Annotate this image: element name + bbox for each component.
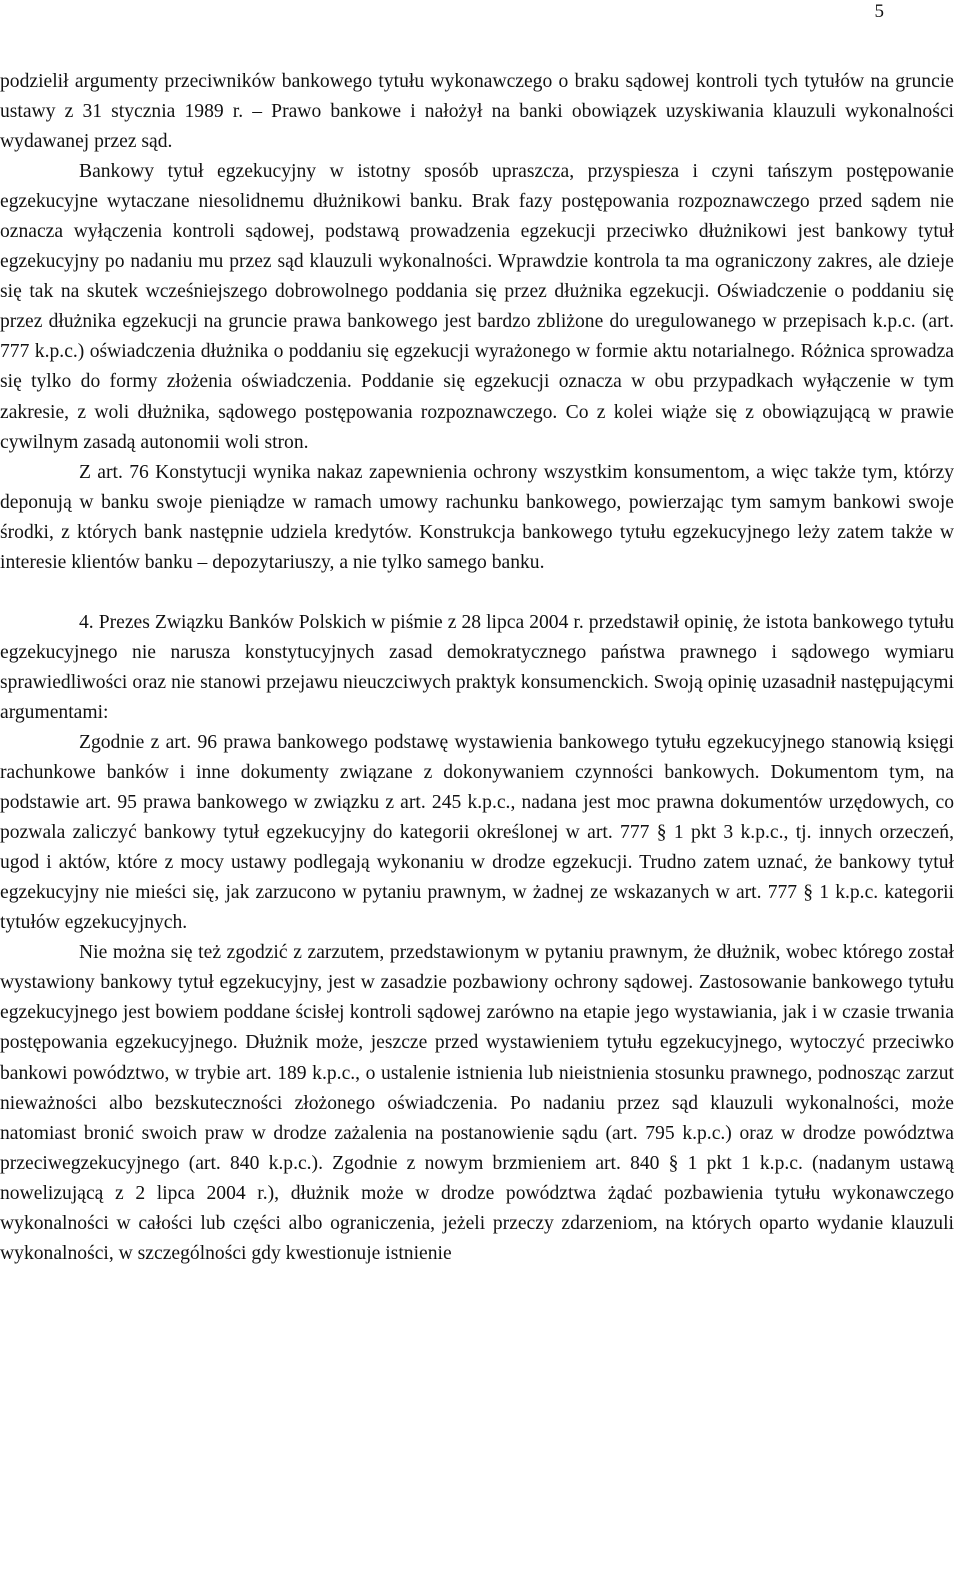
paragraph-2: Bankowy tytuł egzekucyjny w istotny sposób upraszcza, przyspiesza i czyni tańszym postępowanie egzekucyjne wytaczane niesolidnemu dłużnikowi banku. Brak fazy postępowania rozpoznawczego przed sądem nie oznacza wyłączenia kontroli sądowej, podstawą prowadzenia egzekucji przeciwko dłużnikowi jest bankowy tytuł egzekucyjny po nadaniu mu przez sąd klauzuli wykonalności. Wprawdzie kontrola ta ma ograniczony zakres, ale dzieje się tak na skutek wcześniejszego dobrowolnego poddania się przez dłużnika egzekucji. Oświadczenie o poddaniu się przez dłużnika egzekucji na gruncie prawa bankowego jest bardzo zbliżone do uregulowanego w przepisach k.p.c. (art. 777 k.p.c.) oświadczenia dłużnika o poddaniu się egzekucji wyrażonego w formie aktu notarialnego. Różnica sprowadza się tylko do formy złożenia oświadczenia. Poddanie się egzekucji oznacza w obu przypadkach wyłączenie w tym zakresie, z woli dłużnika, sądowego postępowania rozpoznawczego. Co z kolei wiąże się z obowiązującą w prawie cywilnym zasadą autonomii woli stron. <box>0 161 954 453</box>
paragraph-4: 4. Prezes Związku Banków Polskich w piśmie z 28 lipca 2004 r. przedstawił opinię, że istota bankowego tytułu egzekucyjnego nie narusza konstytucyjnych zasad demokratycznego państwa prawnego i sądowego wymiaru sprawiedliwości oraz nie stanowi przejawu nieuczciwych praktyk konsumenckich. Swoją opinię uzasadnił następującymi argumentami: <box>0 611 954 723</box>
paragraph-6: Nie można się też zgodzić z zarzutem, przedstawionym w pytaniu prawnym, że dłużnik, wobec którego został wystawiony bankowy tytuł egzekucyjny, jest w zasadzie pozbawiony ochrony sądowej. Zastosowanie bankowego tytułu egzekucyjnego jest bowiem poddane ścisłej kontroli sądowej zarówno na etapie jego wystawiania, jak i w czasie trwania postępowania egzekucyjnego. Dłużnik może, jeszcze przed wystawieniem tytułu egzekucyjnego, wytoczyć przeciwko bankowi powództwo, w trybie art. 189 k.p.c., o ustalenie istnienia lub nieistnienia stosunku prawnego, podnosząc zarzut nieważności albo bezskuteczności złożonego oświadczenia. Po nadaniu przez sąd klauzuli wykonalności, może natomiast bronić swoich praw w drodze zażalenia na postanowienie sądu (art. 795 k.p.c.) oraz w drodze powództwa przeciwegzekucyjnego (art. 840 k.p.c.). Zgodnie z nowym brzmieniem art. 840 § 1 pkt 1 k.p.c. (nadanym ustawą nowelizującą z 2 lipca 2004 r.), dłużnik może w drodze powództwa żądać pozbawienia tytułu wykonawczego wykonalności w całości lub części albo ograniczenia, jeżeli przeczy zdarzeniom, na których oparto wydanie klauzuli wykonalności, w szczególności gdy kwestionuje istnienie <box>0 942 954 1264</box>
paragraph-5: Zgodnie z art. 96 prawa bankowego podstawę wystawienia bankowego tytułu egzekucyjnego stanowią księgi rachunkowe banków i inne dokumenty związane z dokonywaniem czynności bankowych. Dokumentom tym, na podstawie art. 95 prawa bankowego w związku z art. 245 k.p.c., nadana jest moc prawna dokumentów urzędowych, co pozwala zaliczyć bankowy tytuł egzekucyjny do kategorii określonej w art. 777 § 1 pkt 3 k.p.c., tj. innych orzeczeń, ugod i aktów, które z mocy ustawy podlegają wykonaniu w drodze egzekucji. Trudno zatem uznać, że bankowy tytuł egzekucyjny nie mieści się, jak zarzucono w pytaniu prawnym, w żadnej ze wskazanych w art. 777 § 1 k.p.c. kategorii tytułów egzekucyjnych. <box>0 731 954 934</box>
paragraph-1: podzielił argumenty przeciwników bankowego tytułu wykonawczego o braku sądowej kontroli tych tytułów na gruncie ustawy z 31 stycznia 1989 r. – Prawo bankowe i nałożył na banki obowiązek uzyskiwania klauzuli wykonalności wydawanej przez sąd. <box>0 71 954 153</box>
page-number: 5 <box>874 1 884 22</box>
document-body <box>0 67 954 1269</box>
paragraph-3: Z art. 76 Konstytucji wynika nakaz zapewnienia ochrony wszystkim konsumentom, a więc także tym, którzy deponują w banku swoje pieniądze w ramach umowy rachunku bankowego, powierzając tym samym bankowi swoje środki, z których bank następnie udziela kredytów. Konstrukcja bankowego tytułu egzekucyjnego leży zatem także w interesie klientów banku – depozytariuszy, a nie tylko samego banku. <box>0 461 954 573</box>
